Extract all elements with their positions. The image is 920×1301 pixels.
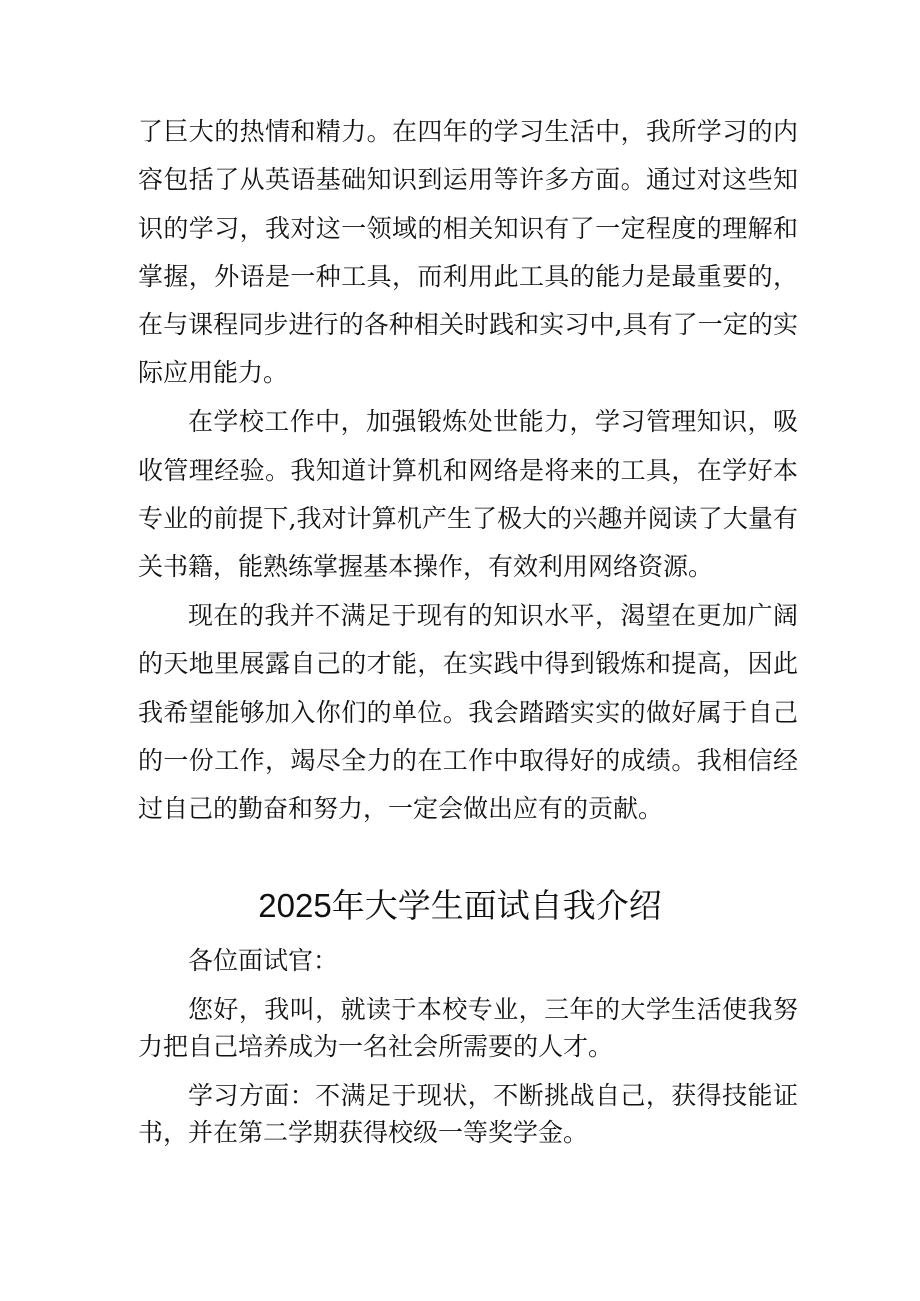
paragraph-self-intro: 您好，我叫，就读于本校专业，三年的大学生活使我努力把自己培养成为一名社会所需要的人才。 xyxy=(138,995,798,1061)
introduction-body xyxy=(138,942,798,1163)
paragraph-study: 学习方面：不满足于现状，不断挑战自己，获得技能证书，并在第二学期获得校级一等奖学金。 xyxy=(138,1081,798,1147)
paragraph-aspiration: 现在的我并不满足于现有的知识水平，渴望在更加广阔的天地里展露自己的才能，在实践中得到锻炼和提高，因此我希望能够加入你们的单位。我会踏踏实实的做好属于自己的一份工作，竭尽全力的在工作中取得好的成绩。我相信经过自己的勤奋和努力，一定会做出应有的贡献。 xyxy=(138,600,798,824)
paragraph-school-work: 在学校工作中，加强锻炼处世能力，学习管理知识，吸收管理经验。我知道计算机和网络是将来的工具，在学好本专业的前提下,我对计算机产生了极大的兴趣并阅读了大量有关书籍，能熟练掌握基本操作，有效利用网络资源。 xyxy=(138,407,798,582)
document-title: 2025年大学生面试自我介绍 xyxy=(258,887,662,924)
previous-letter-body xyxy=(138,108,798,834)
greeting: 各位面试官： xyxy=(188,946,339,975)
paragraph-continued: 了巨大的热情和精力。在四年的学习生活中，我所学习的内容包括了从英语基础知识到运用等许多方面。通过对这些知识的学习，我对这一领域的相关知识有了一定程度的理解和掌握，外语是一种工具，而利用此工具的能力是最重要的，在与课程同步进行的各种相关时践和实习中,具有了一定的实际应用能力。 xyxy=(138,117,798,388)
